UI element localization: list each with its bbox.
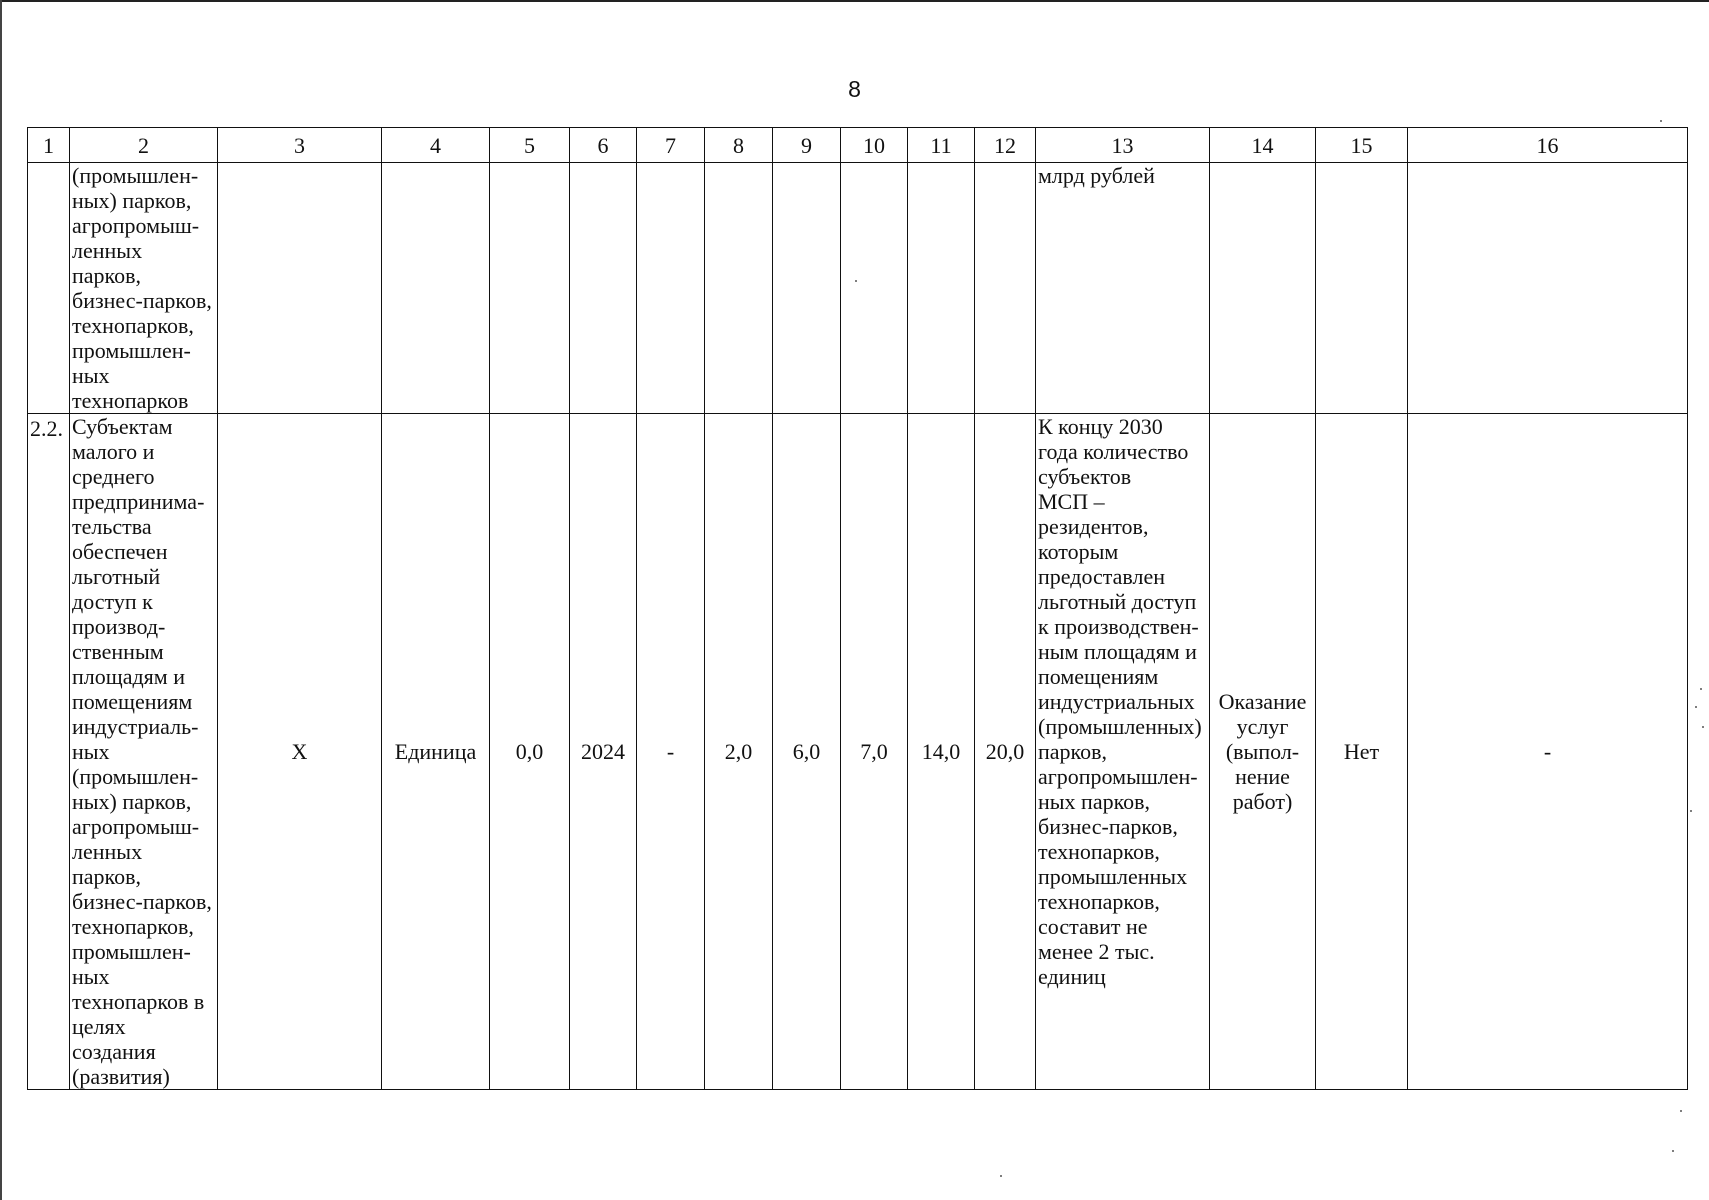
table-cell xyxy=(1210,163,1316,414)
cell-text: Субъектам малого и среднего предпринима- тельства обеспечен льготный доступ к производ- ственным площадям и помещениям индустриаль- ных (промышлен- ных) парков, агропромыш- ленных парков, бизнес-парков, технопарков, промышлен- ных технопарков в целях создания (развития) xyxy=(72,414,212,1089)
table-cell: Нет xyxy=(1316,414,1408,1090)
scan-speck xyxy=(1700,688,1702,690)
table-cell: 14,0 xyxy=(908,414,975,1090)
cell-text: К концу 2030 года количество субъектов МСП – резидентов, которым предоставлен льготный доступ к производствен- ным площадям и помещениям индустриальных (промышленных) парков, агропромышлен- ных парков, бизнес-парков, технопарков, промышленных технопарков, составит не менее 2 тыс. единиц xyxy=(1038,414,1202,989)
table-cell xyxy=(705,163,773,414)
table-cell xyxy=(490,163,570,414)
table-row xyxy=(28,414,1688,1090)
cell-text: Оказание услуг (выпол- нение работ) xyxy=(1218,689,1307,814)
table-cell: 2,0 xyxy=(705,414,773,1090)
table-cell xyxy=(1036,414,1210,1090)
table-cell xyxy=(637,163,705,414)
table-cell xyxy=(773,163,841,414)
table-cell xyxy=(570,163,637,414)
header-cell: 7 xyxy=(637,128,705,163)
table-cell xyxy=(70,414,218,1090)
table-cell: 0,0 xyxy=(490,414,570,1090)
header-cell: 13 xyxy=(1036,128,1210,163)
header-cell: 15 xyxy=(1316,128,1408,163)
table-cell: 7,0 xyxy=(841,414,908,1090)
data-table xyxy=(27,127,1688,1090)
header-cell: 2 xyxy=(70,128,218,163)
table-cell xyxy=(1036,163,1210,414)
table-cell: X xyxy=(218,414,382,1090)
header-cell: 12 xyxy=(975,128,1036,163)
table-cell xyxy=(218,163,382,414)
scan-speck xyxy=(1660,120,1662,122)
header-cell: 8 xyxy=(705,128,773,163)
scan-speck xyxy=(1690,810,1692,812)
header-cell: 1 xyxy=(28,128,70,163)
table-cell xyxy=(975,163,1036,414)
scan-speck xyxy=(1672,1150,1674,1152)
header-cell: 10 xyxy=(841,128,908,163)
table-cell xyxy=(908,163,975,414)
scan-speck xyxy=(1680,1110,1682,1112)
scan-speck xyxy=(855,280,857,282)
table-cell: 20,0 xyxy=(975,414,1036,1090)
scan-speck xyxy=(1000,1175,1002,1177)
header-cell: 16 xyxy=(1408,128,1688,163)
scan-speck xyxy=(1702,726,1704,728)
table-cell xyxy=(28,163,70,414)
header-cell: 4 xyxy=(382,128,490,163)
table-cell xyxy=(70,163,218,414)
header-cell: 5 xyxy=(490,128,570,163)
table-cell xyxy=(1210,414,1316,1090)
header-cell: 3 xyxy=(218,128,382,163)
page-number: 8 xyxy=(848,76,861,102)
table-cell: 2024 xyxy=(570,414,637,1090)
header-cell: 14 xyxy=(1210,128,1316,163)
table-cell xyxy=(382,163,490,414)
table-cell xyxy=(841,163,908,414)
cell-text: (промышлен- ных) парков, агропромыш- ленных парков, бизнес-парков, технопарков, промышлен- ных технопарков xyxy=(72,163,212,413)
header-cell: 9 xyxy=(773,128,841,163)
table-cell xyxy=(1316,163,1408,414)
table-cell: - xyxy=(637,414,705,1090)
header-cell: 6 xyxy=(570,128,637,163)
table-cell: Единица xyxy=(382,414,490,1090)
header-cell: 11 xyxy=(908,128,975,163)
table-cell xyxy=(1408,163,1688,414)
table-cell: - xyxy=(1408,414,1688,1090)
cell-text: млрд рублей xyxy=(1038,163,1155,188)
top-border-line xyxy=(0,0,1709,2)
left-border-line xyxy=(0,0,2,1200)
row-number-cell: 2.2. xyxy=(28,414,70,1090)
scan-speck xyxy=(1695,706,1697,708)
table-cell: 6,0 xyxy=(773,414,841,1090)
table-row xyxy=(28,163,1688,414)
header-row xyxy=(28,128,1688,163)
